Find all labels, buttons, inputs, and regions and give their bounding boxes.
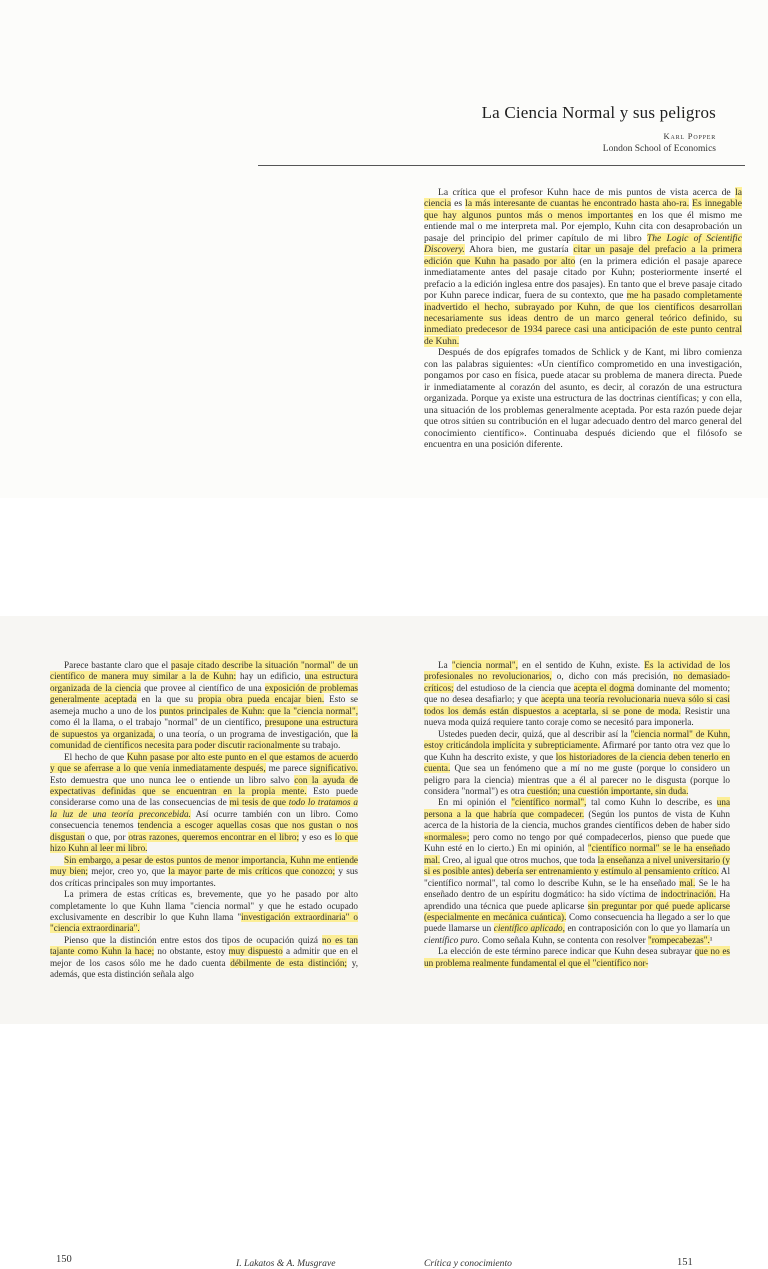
running-head-right: Crítica y conocimiento	[424, 1258, 512, 1269]
highlighted-text: investigación extraordinaria" o "ciencia extraordinaria".	[50, 911, 358, 934]
text-run: que provee al científico de una	[141, 682, 265, 693]
highlighted-text: "científico normal" se le ha enseñado mal.	[424, 843, 730, 865]
text-run: Al "científico normal", tal como lo describe Kuhn, se le ha enseñado	[424, 866, 730, 888]
highlighted-text: la enseñanza a nivel universitario (y si es posible antes) debería ser entrenamiento y estímulo al pensamiento crítico.	[424, 854, 730, 877]
paragraph	[50, 855, 358, 889]
article-title: La Ciencia Normal y sus peligros	[481, 103, 716, 122]
highlighted-text: la ciencia	[424, 187, 742, 210]
page-number-right: 151	[677, 1257, 693, 1268]
paragraph	[50, 752, 358, 855]
highlighted-text: que no es un problema realmente fundamental el que el "científico nor-	[424, 946, 731, 968]
text-run: La	[438, 660, 452, 670]
highlighted-text: The Logic of Scientific Discovery.	[424, 232, 742, 256]
text-run: ¹	[709, 934, 713, 945]
text-run: Resistir una nueva moda quizá requiere tanto coraje como se necesitó para imponerla.	[424, 705, 731, 728]
text-run: en la que su	[136, 694, 198, 705]
text-run: como él la llama, o el trabajo "normal" de un científico,	[50, 717, 265, 728]
paragraph	[424, 660, 730, 729]
highlighted-text: cuestión; una cuestión importante, sin duda.	[526, 785, 689, 796]
text-run: Creo, al igual que otros muchos, que toda	[440, 854, 598, 865]
text-run: Pienso que la distinción entre estos dos tipos de ocupación quizá	[64, 934, 322, 945]
highlighted-text: indoctrinación.	[660, 889, 717, 900]
text-run: Esto puede considerarse como una de las consecuencias de	[50, 785, 358, 808]
highlighted-text: acepta una teoría revolucionaria nueva sólo si casi todos los demás están dispuestos a aceptarla, si se pone de moda.	[424, 694, 730, 716]
highlighted-text: "ciencia normal",	[451, 660, 518, 670]
text-run: del estudioso de la ciencia que	[453, 682, 574, 693]
highlighted-text: la más interesante de cuantas he encontrado hasta aho-ra.	[465, 198, 690, 210]
highlighted-text: débilmente de esta distinción;	[230, 957, 347, 968]
highlighted-text: una estructura organizada de la ciencia	[50, 671, 358, 693]
highlighted-text: todo lo tratamos a la luz de una teoría preconcebida.	[50, 797, 358, 819]
page-spread	[0, 616, 768, 1269]
highlighted-text: presupone una estructura de supuestos ya organizada,	[50, 717, 359, 739]
highlighted-text: pasaje citado describe la situación "normal" de un científico de manera muy similar a la de Kuhn:	[50, 660, 359, 682]
highlighted-text: "científico normal",	[511, 797, 587, 808]
paragraph	[50, 935, 358, 981]
text-run: (en la primera edición el pasaje aparece inmediatamente antes del pasaje citado por Kuhn; posteriormente inserté el prefacio a la edición inglesa entre dos pasajes). En tanto que el breve pasaje citado por Kuhn parece indicar, fuera de su contexto, que	[424, 255, 742, 302]
running-head-left: I. Lakatos & A. Musgrave	[236, 1258, 336, 1269]
paragraph	[424, 946, 730, 969]
highlighted-text: propia obra pueda encajar bien.	[198, 694, 325, 705]
highlighted-text: mi tesis de que	[229, 797, 289, 808]
page-top	[0, 0, 768, 498]
highlighted-text: la mayor parte de mis críticos que conozco;	[168, 866, 336, 877]
text-run: Se le ha enseñado dentro de un espíritu dogmático: ha sido víctima de	[424, 877, 730, 900]
text-run: La crítica que el profesor Kuhn hace de mis puntos de vista acerca de	[438, 187, 736, 198]
highlighted-text: la comunidad de científicos necesita para poder discutir racionalmente	[50, 728, 358, 751]
paragraph	[50, 660, 358, 752]
text-run: Así ocurre también con un libro. Como consecuencia tenemos	[50, 808, 358, 831]
highlighted-text: me ha pasado completamente inadvertido el hecho, subrayado por Kuhn, de que los científicos desarrollan necesariamente sus ideas dentro de un marco general teórico definido, su inmediato predecesor de 1934 parece casi una anticipación de este punto central de Kuhn.	[424, 290, 742, 347]
highlighted-text: Kuhn pasase por alto este punto en el que estamos de acuerdo y que se aferrase a lo que venía inmediatamente después,	[50, 751, 359, 774]
text-run: dominante del momento; que no desea desafiarlo; y que	[424, 682, 731, 705]
text-run: su trabajo.	[299, 740, 341, 751]
highlighted-text: científico aplicado,	[493, 923, 565, 934]
text-run: Esto se asemeja mucho a uno de los	[50, 694, 358, 716]
title-rule	[258, 165, 745, 166]
text-run: a admitir que en el mejor de los casos sólo me he dado cuenta	[50, 946, 359, 968]
text-run: Ustedes pueden decir, quizá, que al describir así la	[438, 728, 631, 739]
text-run: Ahora bien, me gustaría	[464, 244, 574, 256]
right-column-text	[424, 660, 730, 969]
author-name: Karl Popper	[663, 131, 716, 141]
paragraph	[424, 729, 730, 798]
text-run: Como señala Kuhn, se contenta con resolver	[479, 934, 648, 945]
highlighted-text: Es la actividad de los profesionales no revolucionarios,	[424, 660, 730, 682]
text-run: en los que él mismo me entiende mal o me interpreta mal. Por ejemplo, Kuhn cita con desaprobación un pasaje del principio del primer capítulo de mi libro	[424, 209, 742, 244]
text-run: En mi opinión el	[438, 797, 512, 808]
text-run: Como consecuencia ha llegado a ser lo que puede llamarse un	[424, 911, 730, 934]
highlighted-text: sin preguntar por qué puede aplicarse (especialmente en mecánica cuántica).	[424, 900, 730, 922]
text-run: científico puro.	[424, 934, 480, 945]
paragraph	[424, 187, 742, 347]
highlighted-text: Sin embargo, a pesar de estos puntos de menor importancia, Kuhn me entiende muy bien;	[50, 854, 358, 877]
highlighted-text: exposición de problemas generalmente aceptada	[50, 682, 358, 705]
text-run: (Según los puntos de vista de Kuhn acerca de la historia de la ciencia, muchos grandes científicos deben de haber sido	[424, 808, 730, 831]
text-run: y sus dos críticas principales son muy importantes.	[50, 866, 358, 888]
text-run: o que, por	[84, 831, 129, 842]
paragraph	[424, 347, 742, 450]
highlighted-text: "rompecabezas".	[647, 934, 710, 945]
page-number-left: 150	[56, 1254, 72, 1265]
paragraph	[50, 889, 358, 935]
highlighted-text: significativo.	[309, 763, 358, 774]
left-column-text	[50, 660, 358, 981]
text-run: o, dicho con más precisión,	[551, 671, 674, 682]
text-run: y, además, que esta distinción señala algo	[50, 957, 358, 980]
text-run: en el sentido de Kuhn, existe.	[517, 660, 645, 670]
highlighted-text: "ciencia normal" de Kuhn, estoy criticándola implícita y subrepticiamente.	[424, 728, 730, 751]
text-run: Ha aprendido una técnica que puede aplicarse	[424, 889, 730, 911]
intro-text	[424, 187, 742, 450]
highlighted-text: no demasiado-críticos;	[424, 671, 730, 693]
paragraph	[424, 797, 730, 946]
text-run: tal como Kuhn lo describe, es	[586, 797, 717, 808]
text-run: Parece bastante claro que el	[64, 660, 171, 670]
text-run: Afirmaré por tanto otra vez que lo que Kuhn ha descrito existe, y que	[424, 740, 730, 762]
text-run: es	[451, 198, 466, 210]
text-run: La elección de este término parece indicar que Kuhn desea subrayar	[438, 946, 695, 957]
highlighted-text: los historiadores de la ciencia deben tenerlo en cuenta.	[424, 751, 730, 774]
text-run: Esto demuestra que uno nunca lee o entiende un libro salvo	[50, 774, 295, 785]
text-run: mejor, creo yo, que	[87, 866, 169, 877]
text-run: y eso es	[299, 831, 335, 842]
highlighted-text: «normales»;	[424, 831, 470, 842]
highlighted-text: una persona a la que habría que compadecer.	[424, 797, 731, 819]
text-run: El hecho de que	[64, 751, 127, 762]
highlighted-text: citar un pasaje del prefacio a la primera edición que Kuhn ha pasado por alto	[424, 244, 742, 267]
highlighted-text: no es tan tajante como Kuhn la hace;	[50, 934, 358, 957]
highlighted-text: acepta el dogma	[573, 682, 635, 693]
highlighted-text: con la ayuda de expectativas definidas que se encuentran en la propia mente.	[50, 774, 358, 796]
text-run: o una teoría, o un programa de investigación, que	[155, 728, 352, 739]
text-run: hay un edificio,	[236, 671, 305, 682]
highlighted-text: otras razones, queremos encontrar en el libro;	[128, 831, 300, 842]
text-run: Que sea un fenómeno que a mí no me guste (porque lo considero un peligro para la ciencia) mientras que a él al parecer no le disgusta (porque lo considera "normal") es otra	[424, 763, 730, 796]
text-run: La primera de estas críticas es, brevemente, que yo he pasado por alto completamente lo que Kuhn llama "ciencia normal" y que he estado ocupado exclusivamente en describir lo que Kuhn llama "	[50, 889, 358, 922]
text-run: Después de dos epígrafes tomados de Schlick y de Kant, mi libro comienza con las palabras siguientes: «Un científico comprometido en una investigación, pongamos por caso en física, puede atacar su problema de manera directa. Puede ir inmediatamente al corazón del asunto, es decir, al corazón de una estructura organizada. Porque ya existe una estructura de las doctrinas científicas; y con ella, una situación de los problemas generalmente aceptada. Por esta razón puede dejar que otros sitúen su contribución en el lugar adecuado dentro del marco general del conocimiento científico». Continuaba después diciendo que el filósofo se encuentra en una posición diferente.	[424, 347, 742, 450]
highlighted-text: mal.	[679, 877, 696, 888]
author-affiliation: London School of Economics	[602, 144, 716, 154]
highlighted-text: lo que hizo Kuhn al leer mi libro.	[50, 831, 359, 854]
highlighted-text: puntos principales de Kuhn: que la "ciencia normal",	[159, 705, 358, 716]
highlighted-text: Es innegable que hay algunos puntos más o menos importantes	[424, 198, 742, 221]
text-run: no obstante, estoy	[154, 946, 229, 957]
page-gap	[0, 498, 768, 616]
highlighted-text: tendencia a escoger aquellas cosas que nos gustan o nos disgustan	[50, 820, 358, 842]
text-run: me parece	[265, 763, 310, 774]
text-run: en contraposición con lo que yo llamaría un	[564, 923, 730, 934]
highlighted-text: muy dispuesto	[228, 946, 283, 957]
text-run: pero como no tengo por qué compadecerlos, pienso que puede que Kuhn esté en lo cierto.) En mi opinión, al	[424, 831, 730, 854]
